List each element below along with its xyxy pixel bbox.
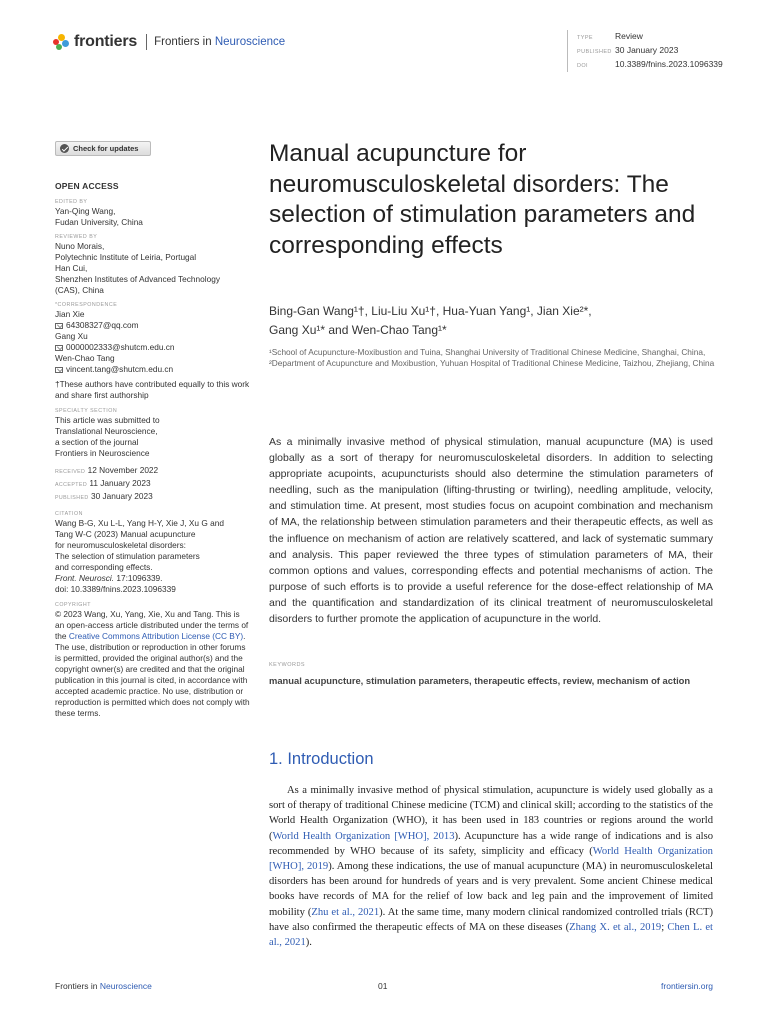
page-number: 01 — [378, 981, 388, 991]
reviewer-line: (CAS), China — [55, 285, 104, 295]
abstract: As a minimally invasive method of physical stimulation, manual acupuncture (MA) is used globally as a sort of therapy for neuromusculoskeletal disorders. In addition to selecting appropriate acupoints, acupuncturists should also determine the stimulation parameters of needling, such as the manipulation (lifting-thrusting or twirling), needling amplitude, velocity, and stimulation time. At present, most studies focus on acupoint combination and mechanism of MA, the relationship between stimulation parameters and their therapeutic effects, as well as the influence on mechanism of action are relatively scattered, and lack of systematic summary and analysis. This paper reviewed the three types of stimulation parameters of MA, their common options and values, corresponding effects and potential mechanisms of action. The purpose of such efforts is to provide a useful reference for the dose-effect relationship of MA and the quantification and standardization of its clinical treatment of neuromusculoskeletal disorders to further promote the application of acupuncture in the world. — [269, 436, 713, 626]
email-row[interactable] — [55, 320, 255, 331]
intro-paragraph: As a minimally invasive method of physical stimulation, acupuncture is widely used globally as a sort of therapy of traditional Chinese medicine (TCM) and clinical skill; according to the statistics of the World Health Organization (WHO), it has been used in 183 countries or regions around the world (World Health Organization [WHO], 2013). Acupuncture has a wide range of indications and is also recommended by WHO because of its safety, simplicity and efficacy (World Health Organization [WHO], 2019). Among these indications, the use of manual acupuncture (MA) in neuromusculoskeletal disorders has been around for hundreds of years and is very prevalent. Some ancient Chinese medical books have records of MA for the relief of low back and leg pain and the improvement of limited mobility (Zhu et al., 2021). At the same time, many modern clinical randomized controlled trials (RCT) have also confirmed the therapeutic effects of MA on these diseases (Zhang X. et al., 2019; Chen L. et al., 2021). — [269, 785, 713, 949]
keywords: manual acupuncture, stimulation parameters, therapeutic effects, review, mechanism of action — [269, 675, 691, 686]
accepted-row: ACCEPTED 11 January 2023 — [55, 478, 151, 488]
specialty-label: SPECIALTY SECTION — [55, 408, 118, 414]
envelope-icon — [55, 345, 63, 351]
authors-line: Gang Xu¹* and Wen-Chao Tang¹* — [269, 323, 447, 337]
logo-divider — [146, 34, 147, 50]
doi-label: DOI — [577, 63, 588, 69]
citation-link[interactable]: World Health Organization [WHO], 2019 — [269, 845, 713, 873]
specialty-line: This article was submitted to — [55, 415, 160, 425]
brand-name: frontiers — [74, 33, 138, 50]
reviewed-by-label: REVIEWED BY — [55, 234, 98, 240]
published-value: 30 January 2023 — [615, 45, 679, 55]
copyright-label: COPYRIGHT — [55, 602, 91, 608]
citation-doi: doi: 10.3389/fnins.2023.1096339 — [55, 584, 176, 594]
email-link[interactable]: 0000002333@shutcm.edu.cn — [66, 342, 175, 352]
citation-journal-line: Front. Neurosci. 17:1096339. — [55, 573, 163, 583]
author-list — [269, 302, 719, 340]
published-row: PUBLISHED 30 January 2023 — [55, 491, 153, 501]
envelope-icon — [55, 367, 63, 373]
correspondence-label: *CORRESPONDENCE — [55, 302, 118, 308]
footer-site-link[interactable]: frontiersin.org — [661, 981, 713, 991]
email-row[interactable] — [55, 364, 255, 375]
keywords-label: KEYWORDS — [269, 662, 306, 668]
specialty-line: Frontiers in Neuroscience — [55, 448, 150, 458]
reviewer-line: Polytechnic Institute of Leiria, Portugal — [55, 252, 197, 262]
frontiers-logo-icon — [53, 34, 70, 51]
citation-line: Wang B-G, Xu L-L, Yang H-Y, Xie J, Xu G and — [55, 518, 224, 528]
type-value: Review — [615, 31, 643, 41]
correspondent-name: Gang Xu — [55, 331, 88, 341]
citation-link[interactable]: Chen L. et al., 2021 — [269, 921, 713, 949]
equal-contribution-note: †These authors have contributed equally to this work and share first authorship — [55, 379, 250, 400]
editor-name: Yan-Qing Wang, — [55, 206, 116, 216]
email-link[interactable]: vincent.tang@shutcm.edu.cn — [66, 364, 174, 374]
correspondent-name: Jian Xie — [55, 309, 85, 319]
doi-value[interactable]: 10.3389/fnins.2023.1096339 — [615, 59, 723, 69]
published-label: PUBLISHED — [577, 49, 612, 55]
type-label: TYPE — [577, 35, 593, 41]
reviewer-line: Nuno Morais, — [55, 241, 105, 251]
affiliations: ¹School of Acupuncture-Moxibustion and Tuina, Shanghai University of Traditional Chinese Medicine, Shanghai, China, ²Department of Acupuncture and Moxibustion, Yuhuan Hospital of Traditional Chinese Medicine, Taizhou, Zhejiang, China — [269, 347, 715, 368]
citation-link[interactable]: Zhang X. et al., 2019 — [569, 921, 662, 933]
email-link[interactable]: 64308327@qq.com — [66, 320, 139, 330]
specialty-line: a section of the journal — [55, 437, 139, 447]
sidebar — [55, 181, 255, 719]
reviewer-line: Shenzhen Institutes of Advanced Technology — [55, 274, 220, 284]
citation-link[interactable]: Zhu et al., 2021 — [311, 906, 380, 918]
journal-name: Frontiers in Neuroscience — [154, 36, 286, 48]
section-heading: 1. Introduction — [269, 750, 374, 768]
license-link[interactable]: Creative Commons Attribution License (CC BY) — [68, 631, 244, 641]
citation-line: The selection of stimulation parameters — [55, 551, 200, 561]
citation-line: for neuromusculoskeletal disorders: — [55, 540, 186, 550]
correspondent-name: Wen-Chao Tang — [55, 353, 115, 363]
check-icon — [60, 144, 69, 153]
citation-line: and corresponding effects. — [55, 562, 153, 572]
received-row: RECEIVED 12 November 2022 — [55, 465, 159, 475]
envelope-icon — [55, 323, 63, 329]
citation-link[interactable]: World Health Organization [WHO], 2013 — [272, 830, 455, 842]
reviewer-line: Han Cui, — [55, 263, 88, 273]
authors-line: Bing-Gan Wang¹†, Liu-Liu Xu¹†, Hua-Yuan Yang¹, Jian Xie²*, — [269, 304, 592, 318]
article-title: Manual acupuncture for neuromusculoskeletal disorders: The selection of stimulation parameters and corresponding effects — [269, 140, 696, 259]
specialty-line: Translational Neuroscience, — [55, 426, 158, 436]
email-row[interactable] — [55, 342, 255, 353]
check-for-updates-label: Check for updates — [73, 144, 139, 153]
check-for-updates-button[interactable] — [55, 141, 151, 156]
citation-line: Tang W-C (2023) Manual acupuncture — [55, 529, 196, 539]
editor-affiliation: Fudan University, China — [55, 217, 143, 227]
frontiers-logo[interactable] — [53, 33, 285, 51]
open-access-label: OPEN ACCESS — [55, 181, 119, 191]
article-meta — [567, 30, 723, 72]
edited-by-label: EDITED BY — [55, 199, 88, 205]
footer-journal: Frontiers in Neuroscience — [55, 981, 152, 991]
citation-label: CITATION — [55, 511, 83, 517]
copyright-text: © 2023 Wang, Xu, Yang, Xie, Xu and Tang. This is an open-access article distributed under the terms of the Creative Commons Attribution License (CC BY). The use, distribution or reproduction in other forums is permitted, provided the original author(s) and the copyright owner(s) are credited and that the original publication in this journal is cited, in accordance with accepted academic practice. No use, distribution or reproduction is permitted which does not comply with these terms. — [55, 609, 250, 718]
